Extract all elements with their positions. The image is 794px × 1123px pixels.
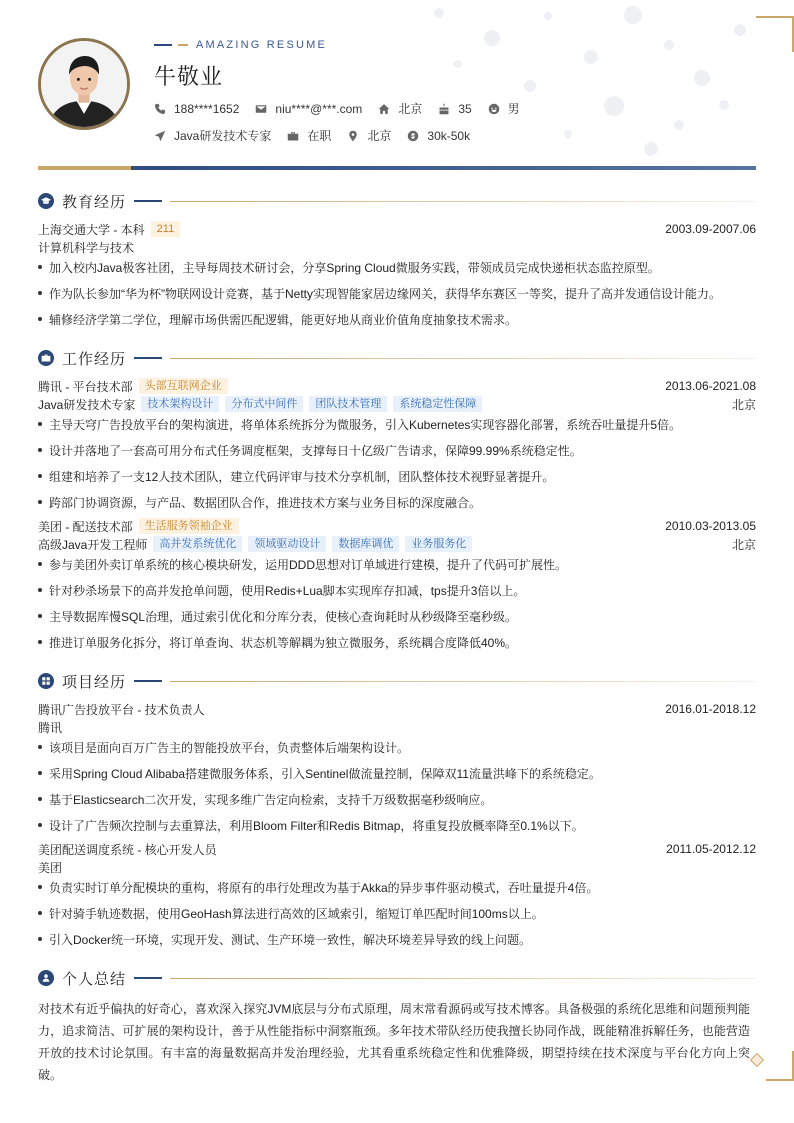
phone-item <box>154 102 239 116</box>
diamond-icon <box>750 1053 764 1067</box>
work-location: 北京 <box>731 397 756 412</box>
email-value: niu****@***.com <box>275 101 363 116</box>
section-title: 教育经历 <box>62 193 127 211</box>
phone-value: 188****1652 <box>174 101 240 116</box>
company-name: 美团 - 配送技术部 <box>38 519 133 534</box>
project-org: 美团 <box>38 860 63 875</box>
project-dates: 2011.05-2012.12 <box>666 842 756 856</box>
section-work <box>38 349 756 367</box>
tagline-text: AMAZING RESUME <box>196 39 328 51</box>
work-bullet <box>38 416 756 432</box>
work-bullet <box>38 582 756 598</box>
bullet-text: 针对骑手轨迹数据，使用GeoHash算法进行高效的区域索引，缩短订单匹配时间100ms以上。 <box>49 907 544 921</box>
work-bullet <box>38 634 756 650</box>
bullet-text: 采用Spring Cloud Alibaba搭建微服务体系，引入Sentinel做流量控制，保障双11流量洪峰下的系统稳定。 <box>49 767 601 781</box>
gender-item <box>488 100 520 117</box>
work-role-line <box>38 536 756 552</box>
bullet-text: 设计并落地了一套高可用分布式任务调度框架，支撑每日十亿级广告请求，保障99.99%系统稳定性。 <box>49 444 582 458</box>
bullet-text: 负责实时订单分配模块的重构，将原有的串行处理改为基于Akka的异步事件驱动模式，吞吐量提升4倍。 <box>49 881 599 895</box>
project-title-line <box>38 701 756 717</box>
project-title-line <box>38 841 756 857</box>
user-icon <box>38 970 54 986</box>
city-item <box>378 100 422 117</box>
bullet-text: 引入Docker统一环境，实现开发、测试、生产环境一致性，解决环境差异导致的线上问题。 <box>49 933 532 947</box>
school-name: 上海交通大学 - 本科 <box>38 222 145 237</box>
status-item <box>287 127 331 144</box>
job-intent-row <box>154 127 486 144</box>
corner-ornament-top <box>756 16 794 52</box>
role: Java研发技术专家 <box>38 397 136 412</box>
company-tag: 头部互联网企业 <box>139 378 228 394</box>
section-education <box>38 192 756 210</box>
phone-icon <box>154 103 166 115</box>
section-summary <box>38 969 756 987</box>
skill-tag: 高并发系统优化 <box>153 536 242 552</box>
education-dates: 2003.09-2007.06 <box>665 222 756 236</box>
project-bullet <box>38 765 756 781</box>
work-bullet <box>38 494 756 510</box>
smile-icon <box>488 103 500 115</box>
avatar <box>38 38 130 130</box>
briefcase-icon <box>38 350 54 366</box>
bullet-text: 该项目是面向百万广告主的智能投放平台，负责整体后端架构设计。 <box>49 741 410 755</box>
work-bullet <box>38 442 756 458</box>
status-value: 在职 <box>307 129 332 143</box>
graduation-cap-icon <box>38 193 54 209</box>
position-value: Java研发技术专家 <box>174 129 272 143</box>
age-item <box>438 102 471 116</box>
work-company-line <box>38 518 756 534</box>
project-bullet <box>38 791 756 807</box>
bullet-text: 基于Elasticsearch二次开发，实现多维广告定向检索，支持千万级数据毫秒级响应。 <box>49 793 493 807</box>
project-title: 腾讯广告投放平台 - 技术负责人 <box>38 702 205 717</box>
work-dates: 2010.03-2013.05 <box>665 519 756 533</box>
skill-tag: 业务服务化 <box>405 536 472 552</box>
bullet-text: 作为队长参加“华为杯”物联网设计竞赛，基于Netty实现智能家居边缘网关，获得华东赛区一等奖，提升了高并发通信设计能力。 <box>49 287 722 301</box>
bullet-text: 主导天穹广告投放平台的架构演进，将单体系统拆分为微服务，引入Kubernetes实现容器化部署，系统吞吐量提升5倍。 <box>49 418 682 432</box>
target-city-value: 北京 <box>367 129 392 143</box>
skill-tag: 领域驱动设计 <box>248 536 326 552</box>
money-icon <box>407 130 419 142</box>
bullet-text: 针对秒杀场景下的高并发抢单问题，使用Redis+Lua脚本实现库存扣减，tps提升3倍以上。 <box>49 584 526 598</box>
summary-text: 对技术有近乎偏执的好奇心，喜欢深入探究JVM底层与分布式原理，周末常看源码或写技术博客。具备极强的系统化思维和问题预判能力，追求简洁、可扩展的架构设计，善于从性能指标中洞察瓶颈。多年技术带队经历使我擅长协同作战，既能精准拆解任务，也能营造开放的技术讨论氛围。有丰富的海量数据高并发治理经验，尤其看重系统稳定性和优雅降级，期望持续在技术深度与平台化方向上突破。 <box>38 1002 750 1082</box>
gender-value: 男 <box>507 102 520 116</box>
section-title: 项目经历 <box>62 673 127 691</box>
education-bullet <box>38 285 756 301</box>
target-city-item <box>347 127 391 144</box>
section-title: 工作经历 <box>62 350 127 368</box>
role: 高级Java开发工程师 <box>38 537 148 552</box>
project-bullet <box>38 905 756 921</box>
section-title: 个人总结 <box>62 970 127 988</box>
project-bullet <box>38 817 756 833</box>
project-org-line <box>38 719 756 735</box>
education-major-line <box>38 239 756 255</box>
age-value: 35 <box>458 101 472 116</box>
send-icon <box>154 130 166 142</box>
skill-tag: 技术架构设计 <box>141 396 219 412</box>
project-bullet <box>38 739 756 755</box>
salary-value: 30k-50k <box>427 128 471 143</box>
work-role-line <box>38 396 756 412</box>
bullet-text: 设计了广告频次控制与去重算法，利用Bloom Filter和Redis Bitmap，将重复投放概率降至0.1%以下。 <box>49 819 584 833</box>
resume-header <box>38 36 756 166</box>
briefcase-icon <box>287 130 299 142</box>
work-bullet <box>38 556 756 572</box>
bullet-text: 跨部门协调资源，与产品、数据团队合作，推进技术方案与业务目标的深度融合。 <box>49 496 482 510</box>
skill-tag: 团队技术管理 <box>309 396 387 412</box>
profile-photo <box>41 41 127 127</box>
section-projects <box>38 672 756 690</box>
company-name: 腾讯 - 平台技术部 <box>38 379 133 394</box>
position-item <box>154 127 271 144</box>
major: 计算机科学与技术 <box>38 240 135 255</box>
bullet-text: 主导数据库慢SQL治理，通过索引优化和分库分表，使核心查询耗时从秒级降至毫秒级。 <box>49 610 518 624</box>
city-value: 北京 <box>398 102 423 116</box>
project-dates: 2016.01-2018.12 <box>665 702 756 716</box>
salary-item <box>407 129 470 143</box>
bullet-text: 辅修经济学第二学位，理解市场供需匹配逻辑，能更好地从商业价值角度抽象技术需求。 <box>49 313 518 327</box>
home-icon <box>378 103 390 115</box>
project-org: 腾讯 <box>38 720 63 735</box>
work-location: 北京 <box>731 537 756 552</box>
header-divider <box>38 166 756 170</box>
project-org-line <box>38 859 756 875</box>
work-company-line <box>38 378 756 394</box>
contact-row <box>154 100 536 117</box>
project-bullet <box>38 931 756 947</box>
company-tag: 生活服务领袖企业 <box>139 518 239 534</box>
bullet-text: 推进订单服务化拆分，将订单查询、状态机等解耦为独立微服务，系统耦合度降低40%。 <box>49 636 518 650</box>
bullet-text: 组建和培养了一支12人技术团队，建立代码评审与技术分享机制，团队整体技术视野显著提升。 <box>49 470 555 484</box>
education-school-line <box>38 221 756 237</box>
email-item <box>255 102 362 116</box>
school-tag: 211 <box>151 221 181 237</box>
grid-icon <box>38 673 54 689</box>
education-bullet <box>38 311 756 327</box>
work-bullet <box>38 468 756 484</box>
skill-tag: 数据库调优 <box>332 536 399 552</box>
candidate-name: 牛敬业 <box>154 64 224 89</box>
project-bullet <box>38 879 756 895</box>
cake-icon <box>438 103 450 115</box>
bullet-text: 加入校内Java极客社团，主导每周技术研讨会，分享Spring Cloud微服务实践，带领成员完成快递柜状态监控原型。 <box>49 261 660 275</box>
bullet-text: 参与美团外卖订单系统的核心模块研发，运用DDD思想对订单域进行建模，提升了代码可扩展性。 <box>49 558 568 572</box>
project-title: 美团配送调度系统 - 核心开发人员 <box>38 842 217 857</box>
corner-ornament-bottom <box>766 1051 794 1081</box>
location-pin-icon <box>347 130 359 142</box>
skill-tag: 系统稳定性保障 <box>393 396 482 412</box>
email-icon <box>255 103 267 115</box>
education-bullet <box>38 259 756 275</box>
work-bullet <box>38 608 756 624</box>
skill-tag: 分布式中间件 <box>225 396 303 412</box>
work-dates: 2013.06-2021.08 <box>665 379 756 393</box>
tagline <box>154 39 327 51</box>
